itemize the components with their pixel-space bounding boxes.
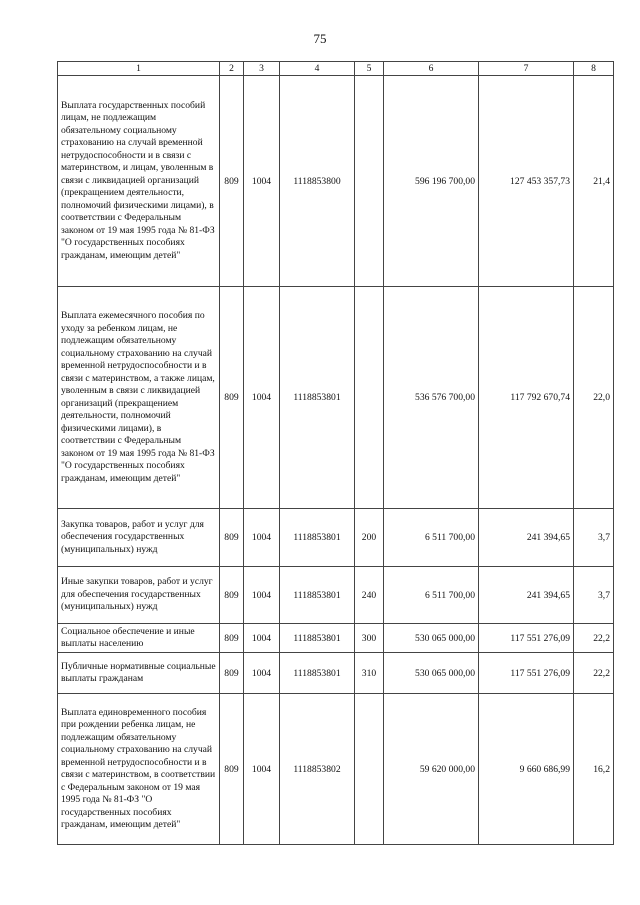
- table-row: [58, 653, 614, 694]
- section-code: 1004: [244, 624, 280, 653]
- ministry-code: 809: [220, 694, 244, 845]
- row-description: Публичные нормативные социальные выплаты гражданам: [58, 653, 220, 694]
- executed-amount: 9 660 686,99: [479, 694, 574, 845]
- target-article-code: 1118853801: [280, 653, 355, 694]
- header-cell: 8: [574, 62, 614, 76]
- ministry-code: 809: [220, 567, 244, 624]
- section-code: 1004: [244, 287, 280, 509]
- row-description: Иные закупки товаров, работ и услуг для обеспечения государственных (муниципальных) нужд: [58, 567, 220, 624]
- table-row: [58, 567, 614, 624]
- executed-amount: 117 792 670,74: [479, 287, 574, 509]
- header-cell: 6: [384, 62, 479, 76]
- section-code: 1004: [244, 653, 280, 694]
- row-description: Выплата ежемесячного пособия по уходу за ребенком лицам, не подлежащим обязательному социальному страхованию на случай временной нетрудоспособности и в связи с материнством, а также лицам, уволенным в связи с ликвидацией организаций (прекращением деятельности, полномочий физическими лицами), в соответствии с Федеральным законом от 19 мая 1995 года № 81-ФЗ "О государственных пособиях гражданам, имеющим детей": [58, 287, 220, 509]
- expense-type-code: 300: [355, 624, 384, 653]
- executed-amount: 117 551 276,09: [479, 624, 574, 653]
- target-article-code: 1118853801: [280, 624, 355, 653]
- row-description: Закупка товаров, работ и услуг для обеспечения государственных (муниципальных) нужд: [58, 509, 220, 567]
- row-description: Выплата государственных пособий лицам, не подлежащим обязательному социальному страхованию на случай временной нетрудоспособности и в связи с материнством, и лицам, уволенным в связи с ликвидацией организаций (прекращением деятельности, полномочий физическими лицами), в соответствии с Федеральным законом от 19 мая 1995 года № 81-ФЗ "О государственных пособиях гражданам, имеющим детей": [58, 76, 220, 287]
- target-article-code: 1118853801: [280, 509, 355, 567]
- header-cell: 1: [58, 62, 220, 76]
- table-row: [58, 76, 614, 287]
- section-code: 1004: [244, 694, 280, 845]
- ministry-code: 809: [220, 287, 244, 509]
- ministry-code: 809: [220, 76, 244, 287]
- header-row: [58, 62, 614, 76]
- executed-amount: 241 394,65: [479, 509, 574, 567]
- execution-percent: 22,2: [574, 653, 614, 694]
- ministry-code: 809: [220, 509, 244, 567]
- execution-percent: 21,4: [574, 76, 614, 287]
- planned-amount: 6 511 700,00: [384, 567, 479, 624]
- header-cell: 2: [220, 62, 244, 76]
- target-article-code: 1118853801: [280, 287, 355, 509]
- section-code: 1004: [244, 509, 280, 567]
- row-description: Выплата единовременного пособия при рождении ребенка лицам, не подлежащим обязательному социальному страхованию на случай временной нетрудоспособности и в связи с материнством, в соответствии с Федеральным законом от 19 мая 1995 года № 81-ФЗ "О государственных пособиях гражданам, имеющим детей": [58, 694, 220, 845]
- target-article-code: 1118853800: [280, 76, 355, 287]
- expense-type-code: [355, 287, 384, 509]
- execution-percent: 16,2: [574, 694, 614, 845]
- header-cell: 7: [479, 62, 574, 76]
- target-article-code: 1118853801: [280, 567, 355, 624]
- planned-amount: 59 620 000,00: [384, 694, 479, 845]
- section-code: 1004: [244, 76, 280, 287]
- planned-amount: 530 065 000,00: [384, 624, 479, 653]
- expense-type-code: 240: [355, 567, 384, 624]
- budget-table: [57, 61, 614, 845]
- executed-amount: 241 394,65: [479, 567, 574, 624]
- planned-amount: 530 065 000,00: [384, 653, 479, 694]
- header-cell: 5: [355, 62, 384, 76]
- expense-type-code: [355, 694, 384, 845]
- page-number: 75: [313, 31, 327, 46]
- executed-amount: 117 551 276,09: [479, 653, 574, 694]
- execution-percent: 3,7: [574, 567, 614, 624]
- table-row: [58, 694, 614, 845]
- expense-type-code: 200: [355, 509, 384, 567]
- execution-percent: 22,2: [574, 624, 614, 653]
- row-description: Социальное обеспечение и иные выплаты населению: [58, 624, 220, 653]
- section-code: 1004: [244, 567, 280, 624]
- execution-percent: 3,7: [574, 509, 614, 567]
- expense-type-code: 310: [355, 653, 384, 694]
- ministry-code: 809: [220, 653, 244, 694]
- header-cell: 4: [280, 62, 355, 76]
- executed-amount: 127 453 357,73: [479, 76, 574, 287]
- planned-amount: 596 196 700,00: [384, 76, 479, 287]
- expense-type-code: [355, 76, 384, 287]
- table-row: [58, 624, 614, 653]
- planned-amount: 536 576 700,00: [384, 287, 479, 509]
- table-row: [58, 509, 614, 567]
- table-row: [58, 287, 614, 509]
- header-cell: 3: [244, 62, 280, 76]
- execution-percent: 22,0: [574, 287, 614, 509]
- ministry-code: 809: [220, 624, 244, 653]
- target-article-code: 1118853802: [280, 694, 355, 845]
- planned-amount: 6 511 700,00: [384, 509, 479, 567]
